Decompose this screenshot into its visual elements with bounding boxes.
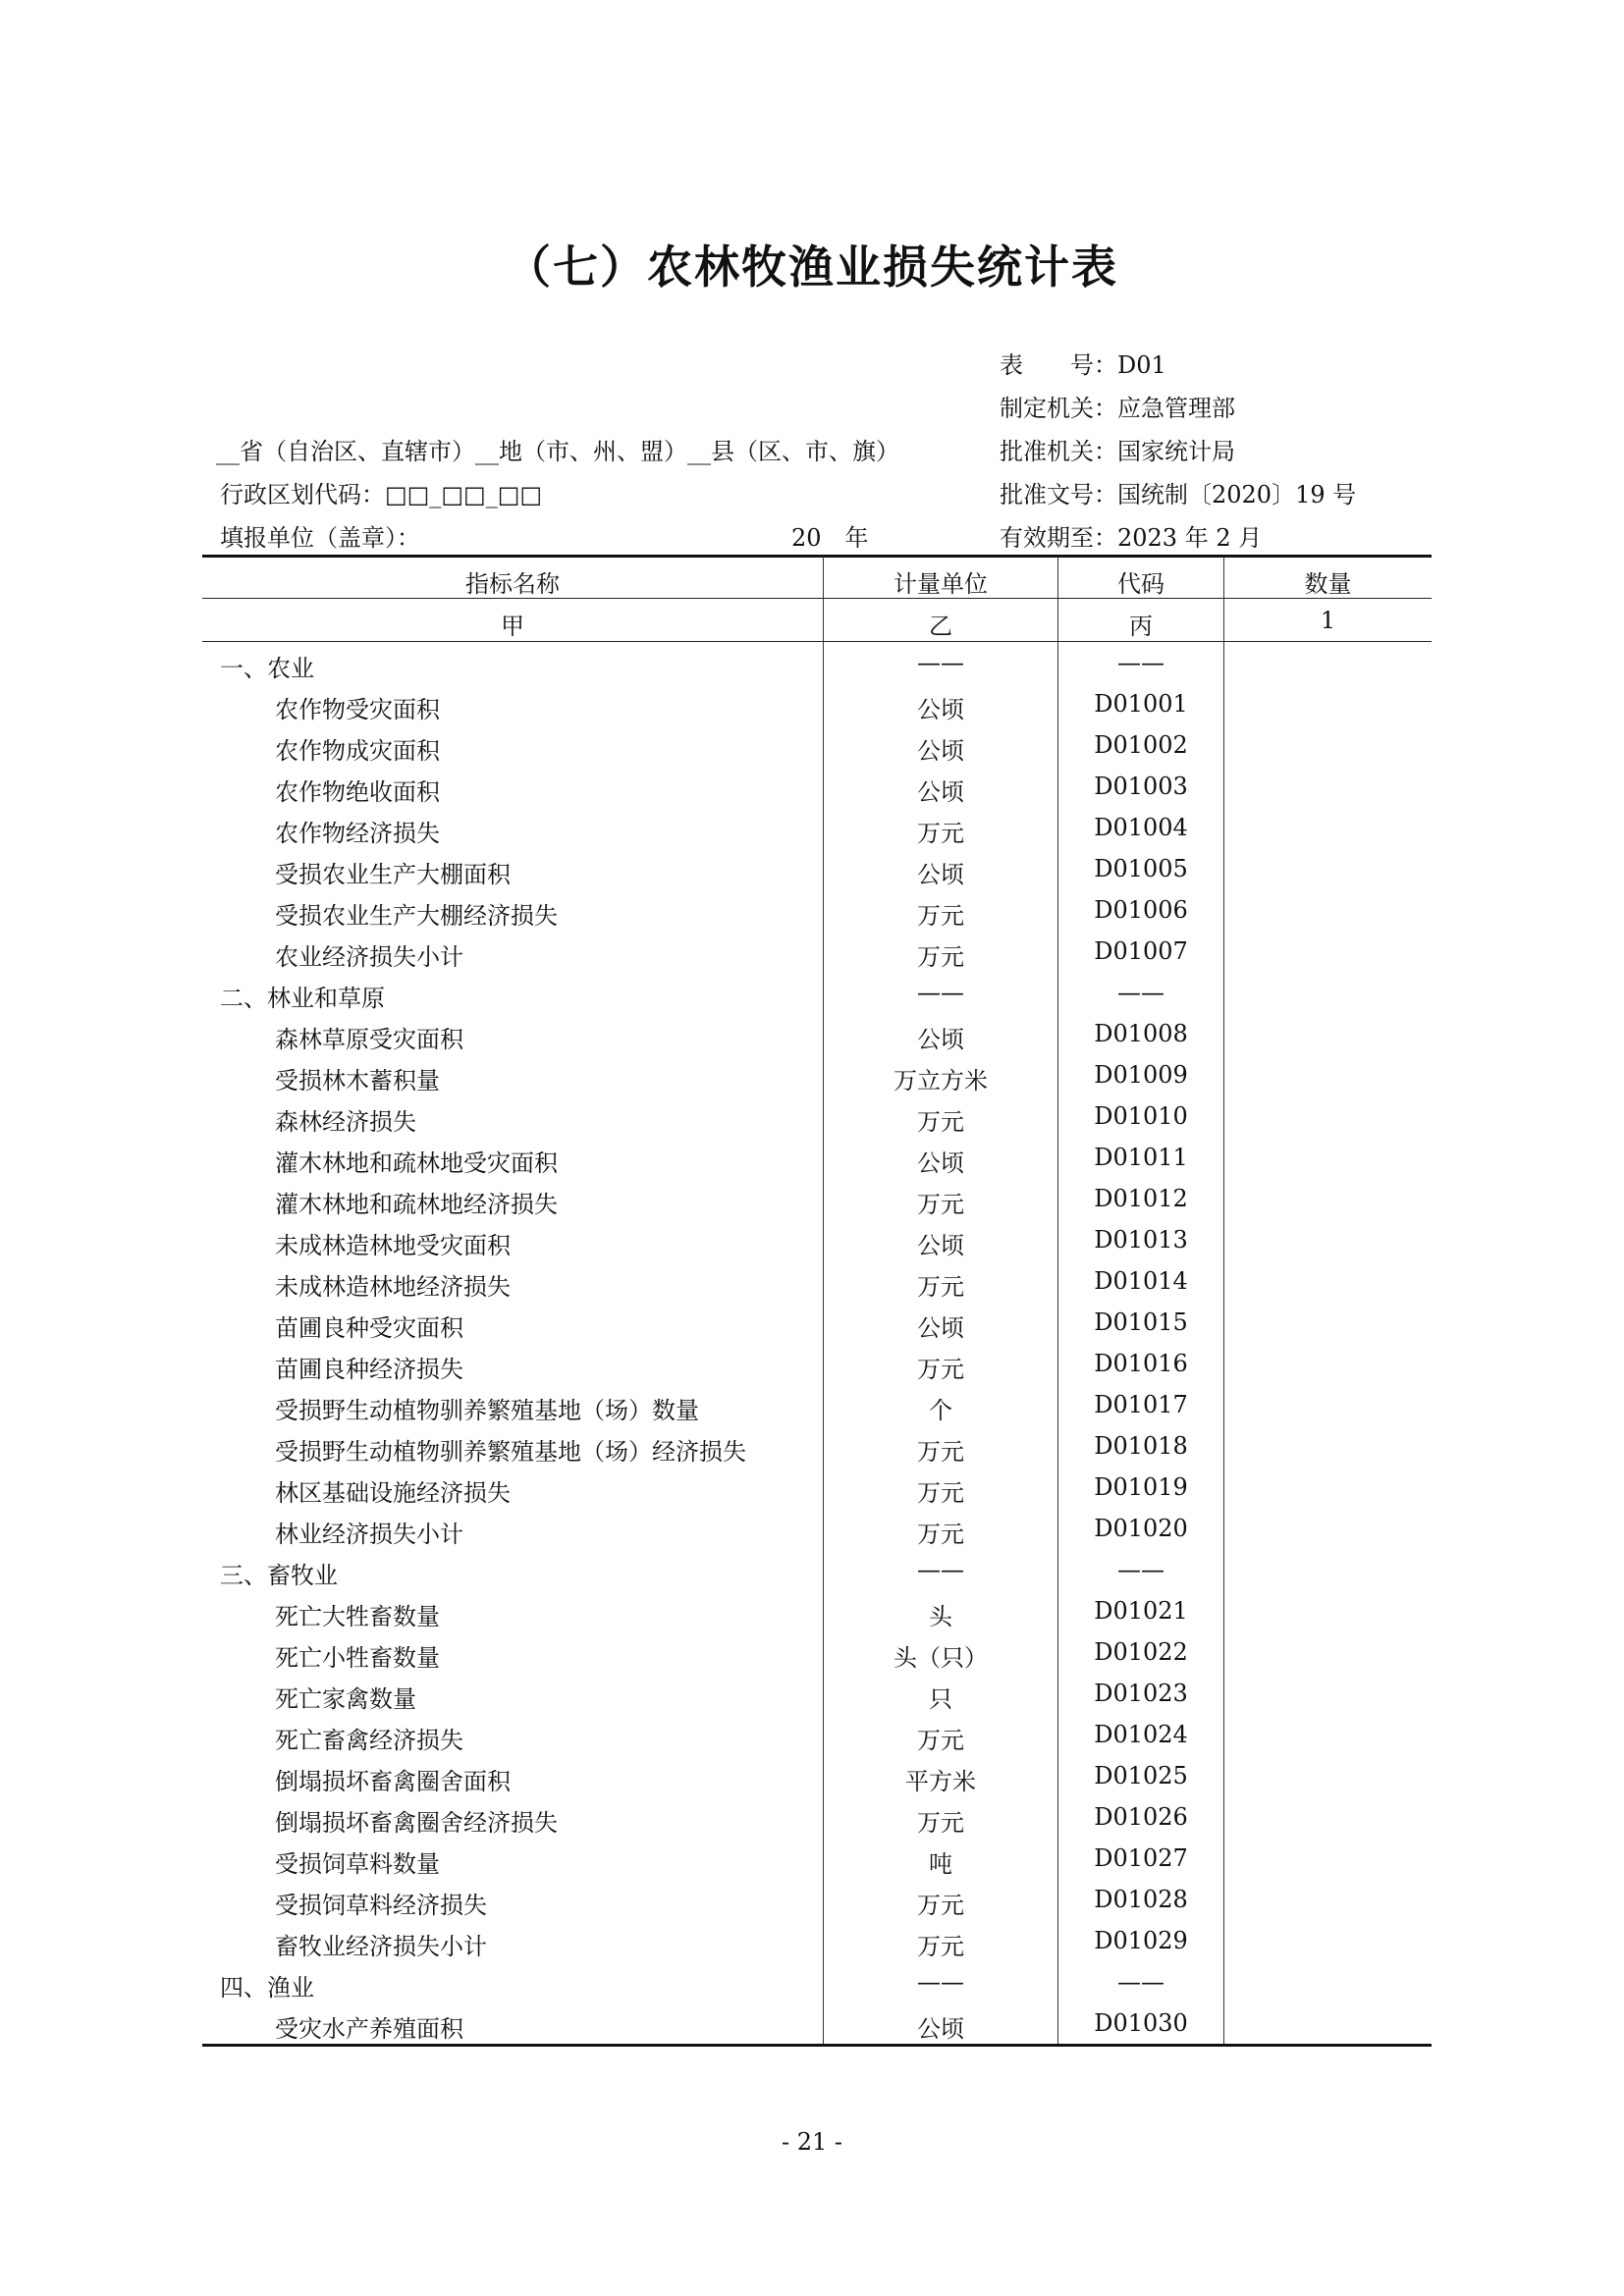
indicator-name: 农作物绝收面积 (275, 778, 440, 806)
code-cell: D01017 (1094, 1391, 1188, 1418)
unit-cell: 万元 (917, 1933, 964, 1960)
header-indicator: 指标名称 (465, 570, 560, 598)
indicator-name: 灌木林地和疏林地经济损失 (275, 1191, 558, 1218)
indicator-name: 农作物经济损失 (275, 820, 440, 847)
code-cell: D01014 (1094, 1267, 1188, 1295)
indicator-name: 森林经济损失 (275, 1108, 416, 1136)
section-title: 四、渔业 (220, 1974, 314, 2002)
indicator-name: 受损饲草料数量 (275, 1850, 440, 1878)
code-cell: D01006 (1094, 896, 1188, 924)
indicator-name: 死亡家禽数量 (275, 1685, 416, 1713)
unit-cell: 平方米 (905, 1768, 976, 1795)
code-cell: D01020 (1094, 1515, 1188, 1542)
code-cell: D01003 (1094, 773, 1188, 800)
code-cell: D01010 (1094, 1102, 1188, 1130)
page-title: （七）农林牧渔业损失统计表 (506, 240, 1118, 294)
code-cell: D01018 (1094, 1432, 1188, 1460)
code-cell: D01013 (1094, 1226, 1188, 1254)
code-cell: D01007 (1094, 937, 1188, 965)
indicator-name: 死亡小牲畜数量 (275, 1644, 440, 1672)
code-cell: D01002 (1094, 731, 1188, 759)
indicator-name: 倒塌损坏畜禽圈舍面积 (275, 1768, 511, 1795)
code-cell: D01012 (1094, 1185, 1188, 1212)
code-cell: —— (1117, 1968, 1164, 1996)
code-cell: D01009 (1094, 1061, 1188, 1089)
unit-cell: 万元 (917, 902, 964, 930)
code-cell: D01028 (1094, 1886, 1188, 1913)
unit-cell: 万立方米 (893, 1067, 988, 1095)
subheader-quantity: 1 (1320, 607, 1336, 634)
indicator-name: 农作物成灾面积 (275, 737, 440, 765)
unit-cell: 万元 (917, 1809, 964, 1837)
header-unit: 计量单位 (893, 570, 988, 598)
code-cell: D01026 (1094, 1803, 1188, 1831)
indicator-name: 受灾水产养殖面积 (275, 2015, 463, 2043)
page-number: - 21 - (781, 2128, 842, 2156)
table-top-rule (202, 555, 1432, 558)
code-cell: —— (1117, 979, 1164, 1006)
indicator-name: 受损饲草料经济损失 (275, 1892, 487, 1919)
unit-cell: 万元 (917, 1438, 964, 1466)
unit-cell: —— (917, 1556, 964, 1583)
unit-cell: —— (917, 649, 964, 676)
region-line: __省（自治区、直辖市）__地（市、州、盟）__县（区、市、旗） (216, 438, 899, 465)
indicator-name: 受损林木蓄积量 (275, 1067, 440, 1095)
indicator-name: 死亡畜禽经济损失 (275, 1727, 463, 1754)
approver: 批准机关：国家统计局 (1000, 438, 1235, 465)
code-cell: —— (1117, 649, 1164, 676)
code-cell: —— (1117, 1556, 1164, 1583)
unit-cell: 公顷 (917, 1314, 964, 1342)
indicator-name: 未成林造林地经济损失 (275, 1273, 511, 1301)
unit-cell: 公顷 (917, 1149, 964, 1177)
table-number: 表 号：D01 (1000, 351, 1166, 379)
indicator-name: 农作物受灾面积 (275, 696, 440, 723)
unit-cell: 头 (929, 1603, 952, 1630)
subheader-code: 丙 (1129, 613, 1153, 640)
indicator-name: 林业经济损失小计 (275, 1521, 463, 1548)
indicator-name: 灌木林地和疏林地受灾面积 (275, 1149, 558, 1177)
indicator-name: 倒塌损坏畜禽圈舍经济损失 (275, 1809, 558, 1837)
indicator-name: 森林草原受灾面积 (275, 1026, 463, 1053)
code-cell: D01022 (1094, 1638, 1188, 1666)
valid-until: 有效期至：2023 年 2 月 (1000, 524, 1263, 552)
code-cell: D01029 (1094, 1927, 1188, 1954)
unit-cell: 万元 (917, 943, 964, 971)
filler-unit: 填报单位（盖章）： (220, 524, 420, 552)
unit-cell: 公顷 (917, 1232, 964, 1259)
code-cell: D01030 (1094, 2009, 1188, 2037)
subheader-unit: 乙 (929, 613, 952, 640)
indicator-name: 受损野生动植物驯养繁殖基地（场）数量 (275, 1397, 699, 1424)
indicator-name: 农业经济损失小计 (275, 943, 463, 971)
table-bottom-rule (202, 2044, 1432, 2047)
code-cell: D01011 (1094, 1144, 1188, 1171)
unit-cell: —— (917, 1968, 964, 1996)
unit-cell: 万元 (917, 1892, 964, 1919)
code-cell: D01025 (1094, 1762, 1188, 1789)
code-cell: D01005 (1094, 855, 1188, 882)
unit-cell: 万元 (917, 820, 964, 847)
indicator-name: 畜牧业经济损失小计 (275, 1933, 487, 1960)
code-cell: D01023 (1094, 1680, 1188, 1707)
indicator-name: 死亡大牲畜数量 (275, 1603, 440, 1630)
code-cell: D01019 (1094, 1473, 1188, 1501)
unit-cell: 公顷 (917, 778, 964, 806)
unit-cell: —— (917, 979, 964, 1006)
admin-code: 行政区划代码：□□_□□_□□ (220, 481, 543, 508)
authority: 制定机关：应急管理部 (1000, 395, 1235, 422)
subheader-indicator: 甲 (501, 613, 524, 640)
code-cell: D01004 (1094, 814, 1188, 841)
section-title: 二、林业和草原 (220, 985, 385, 1012)
unit-cell: 万元 (917, 1273, 964, 1301)
unit-cell: 万元 (917, 1727, 964, 1754)
unit-cell: 个 (929, 1397, 952, 1424)
unit-cell: 吨 (929, 1850, 952, 1878)
code-cell: D01001 (1094, 690, 1188, 718)
unit-cell: 公顷 (917, 861, 964, 888)
code-cell: D01027 (1094, 1844, 1188, 1872)
unit-cell: 头（只） (893, 1644, 988, 1672)
col-divider-qty (1223, 557, 1224, 2044)
code-cell: D01024 (1094, 1721, 1188, 1748)
indicator-name: 苗圃良种受灾面积 (275, 1314, 463, 1342)
unit-cell: 万元 (917, 1521, 964, 1548)
code-cell: D01015 (1094, 1308, 1188, 1336)
unit-cell: 万元 (917, 1191, 964, 1218)
indicator-name: 苗圃良种经济损失 (275, 1356, 463, 1383)
unit-cell: 公顷 (917, 2015, 964, 2043)
indicator-name: 林区基础设施经济损失 (275, 1479, 511, 1507)
section-title: 三、畜牧业 (220, 1562, 338, 1589)
code-cell: D01021 (1094, 1597, 1188, 1625)
approval-number: 批准文号：国统制〔2020〕19 号 (1000, 481, 1357, 508)
indicator-name: 受损农业生产大棚经济损失 (275, 902, 558, 930)
subheader-rule (202, 641, 1432, 642)
unit-cell: 公顷 (917, 1026, 964, 1053)
unit-cell: 公顷 (917, 696, 964, 723)
unit-cell: 公顷 (917, 737, 964, 765)
indicator-name: 受损农业生产大棚面积 (275, 861, 511, 888)
unit-cell: 万元 (917, 1479, 964, 1507)
unit-cell: 只 (929, 1685, 952, 1713)
header-quantity: 数量 (1304, 570, 1352, 598)
code-cell: D01008 (1094, 1020, 1188, 1047)
unit-cell: 万元 (917, 1356, 964, 1383)
section-title: 一、农业 (220, 655, 314, 682)
header-code: 代码 (1117, 570, 1164, 598)
indicator-name: 受损野生动植物驯养繁殖基地（场）经济损失 (275, 1438, 746, 1466)
indicator-name: 未成林造林地受灾面积 (275, 1232, 511, 1259)
unit-cell: 万元 (917, 1108, 964, 1136)
report-year: 20 年 (791, 524, 869, 552)
code-cell: D01016 (1094, 1350, 1188, 1377)
